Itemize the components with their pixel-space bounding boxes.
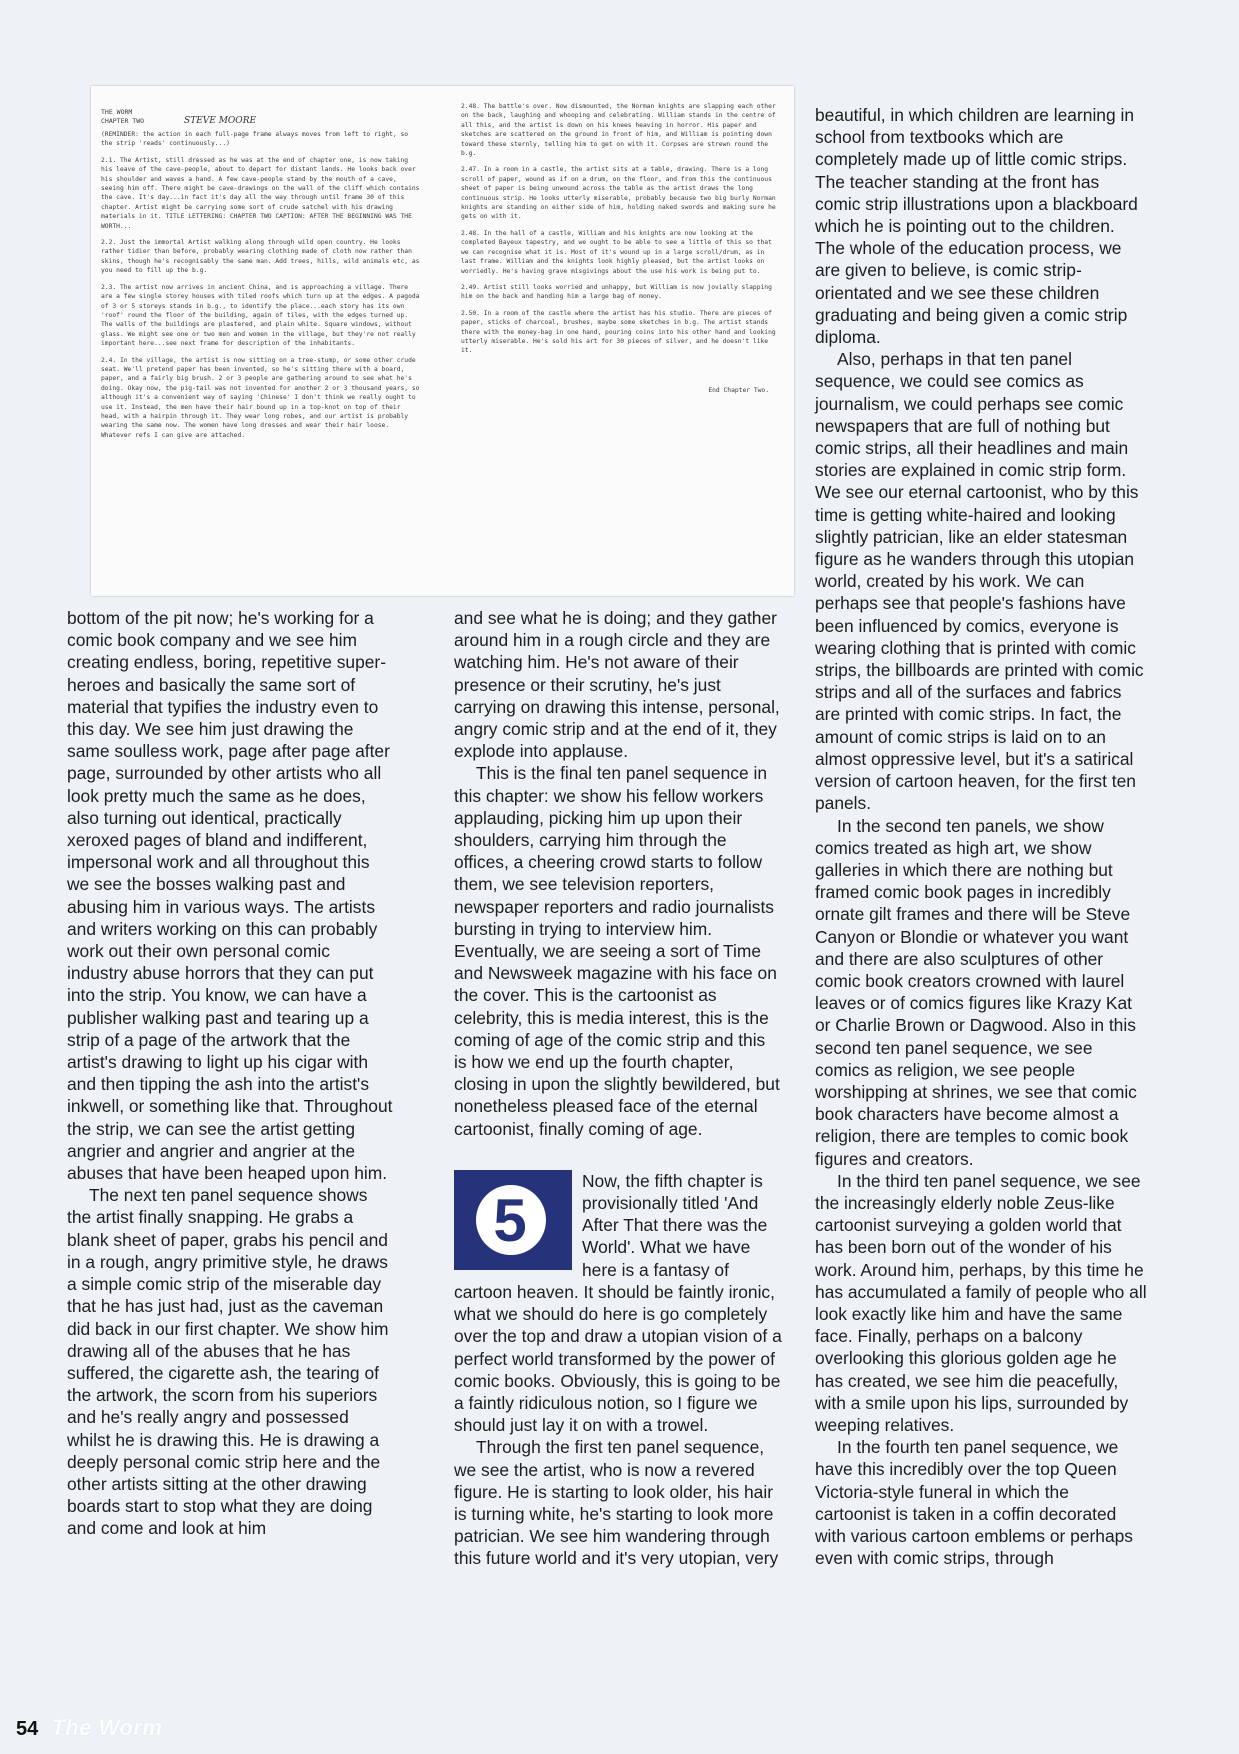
typescript-paragraph: 2.50. In a room of the castle where the artist has his studio. There are pieces of paper, sticks of charcoal, brushes, maybe some sketches in b.g. The artist stands there with the money-bag in one hand, pouring coins into his other hand and looking utterly miserable. He's sold his art for 30 pieces of silver, and he doesn't like it.	[461, 309, 776, 355]
typescript-paragraph: 2.3. The artist now arrives in ancient China, and is approaching a village. There are a few single storey houses with tiled roofs which turn up at the edges. A pagoda of 3 or 5 storeys stands in b.g., to identify the place...each story has its own 'roof' round the floor of the building, again of tiles, with the edges turned up. The walls of the buildings are plastered, and plain white. Square windows, without glass. We might see one or two men and women in the village, but they're not really important here...see next frame for description of the inhabitants.	[101, 283, 420, 348]
typescript-paragraph: 2.1. The Artist, still dressed as he was at the end of chapter one, is now taking his leave of the cave-people, about to depart for distant lands. He looks back over his shoulder and waves a hand. A few cave-people stand by the mouth of a cave, seeing him off. There might be cave-drawings on the wall of the cliff which contains the cave. It's day...in fact it's day all the way through until frame 30 of this chapter. Artist might be carrying some sort of crude satchel with his drawing materials in it. TITLE LETTERING: CHAPTER TWO CAPTION: AFTER THE BEGINNING WAS THE WORTH...	[101, 156, 420, 230]
author-signature: STEVE MOORE	[184, 116, 257, 126]
page-footer	[16, 1715, 163, 1745]
typescript-right-column	[461, 102, 783, 395]
typescript-paragraph: 2.49. Artist still looks worried and unhappy, but William is now jovially slapping him on the back and handing him a large bag of money.	[461, 283, 772, 301]
article-paragraph: Now, the fifth chapter is provisionally titled 'And After That there was the World'. What we have here is a fantasy of cartoon heaven. It should be faintly ironic, what we should do here is go completely over the top and draw a utopian vision of a perfect world transformed by the power of comic books. Obviously, this is going to be a faintly ridiculous notion, so I figure we should just lay it on with a trowel.	[454, 1170, 782, 1436]
typescript-paragraph: 2.48. The battle's over. Now dismounted, the Norman knights are slapping each other on the back, laughing and whooping and celebrating. William stands in the centre of all this, and the artist is down on his knees heaving in horror. His paper and sketches are scattered on the ground in front of him, and William is pointing down toward these sternly, telling him to get on with it. Corpses are strewn round the b.g.	[461, 103, 776, 158]
article-paragraph: Also, perhaps in that ten panel sequence, we could see comics as journalism, we could perhaps see comic newspapers that are full of nothing but comic strips, all their headlines and main stories are explained in comic strip form. We see our eternal cartoonist, who by this time is getting white-haired and looking slightly patrician, like an elder statesman figure as he wanders through this utopian world, created by his work. We can perhaps see that people's fashions have been influenced by comics, everyone is wearing clothing that is printed with comic strips, the billboards are printed with comic strips and all of the surfaces and fabrics are printed with comic strips. In fact, the amount of comic strips is laid on to an almost oppressive level, but it's a satirical version of cartoon heaven, for the first ten panels.	[815, 349, 1144, 814]
typescript-header: THE WORM CHAPTER TWO STEVE MOORE	[101, 108, 257, 126]
article-paragraph: In the second ten panels, we show comics treated as high art, we show galleries in which there are nothing but framed comic book pages in incredibly ornate gilt frames and there will be Steve Canyon or Blondie or whatever you want and there are also sculptures of other comic book creators crowned with laurel leaves or of comics figures like Krazy Kat or Charlie Brown or Dagwood. Also in this second ten panel sequence, we see comics as religion, we see people worshipping at shrines, we see that comic book characters have become almost a religion, there are temples to comic book figures and creators.	[815, 815, 1137, 1169]
article-paragraph: bottom of the pit now; he's working for a comic book company and we see him creating endless, boring, repetitive super-heroes and basically the same sort of material that typifies the industry even to this day. We see him just drawing the same soulless work, page after page after page, surrounded by other artists who all look pretty much the same as he does, also turning out identical, practically xeroxed pages of bland and indifferent, impersonal work and all throughout this we see the bosses walking past and abusing him in various ways. The artists and writers working on this can probably work out their own personal comic industry abuse horrors that they can put into the strip. You know, we can have a publisher walking past and tearing up a strip of a page of the artwork that the artist's drawing to light up his cigar with and then tipping the ash into the artist's inkwell, or something like that. Throughout the strip, we can see the artist getting angrier and angrier and angrier at the abuses that have been heaped upon him.	[67, 608, 393, 1184]
badge-number: 5	[493, 1186, 527, 1254]
typescript-paragraph: 2.48. In the hall of a castle, William and his knights are now looking at the completed Bayeux tapestry, and we ought to be able to see a little of this so that we can recognise what it is. Most of it's wound up in a large scroll/drum, as in last frame. William and the knights look highly pleased, but the artist looks on worriedly. He's having grave misgivings about the use his work is being put to.	[461, 229, 772, 275]
page-number: 54	[16, 1718, 39, 1740]
chapter-five-badge	[454, 1170, 572, 1270]
article-paragraph: In the fourth ten panel sequence, we have this incredibly over the top Queen Victoria-style funeral in which the cartoonist is taken in a coffin decorated with various cartoon emblems or perhaps even with comic strips, through	[815, 1437, 1134, 1569]
magazine-title: The Worm	[51, 1715, 163, 1740]
article-paragraph: In the third ten panel sequence, we see the increasingly elderly noble Zeus-like cartoonist surveying a golden world that has been born out of the wonder of his work. Around him, perhaps, by this time he has accumulated a family of people who all look exactly like him and have the same face. Finally, perhaps on a balcony overlooking this glorious golden age he has created, we see him die peacefully, with a smile upon his lips, surrounded by weeping relatives.	[815, 1170, 1147, 1435]
article-column-3	[815, 104, 1147, 1569]
typescript-paragraph: (REMINDER: the action in each full-page frame always moves from left to right, so the strip 'reads' continuously...)	[101, 131, 409, 148]
article-column-2	[454, 607, 782, 1570]
typescript-left-column	[101, 108, 423, 447]
end-chapter-note: End Chapter Two.	[708, 386, 769, 394]
article-paragraph: Through the first ten panel sequence, we see the artist, who is now a revered figure. He is starting to look older, his hair is turning white, he's starting to look more patrician. We see him wandering through this future world and it's very utopian, very	[454, 1437, 779, 1569]
typescript-paragraph: 2.2. Just the immortal Artist walking along through wild open country. He looks rather tidier than before, probably wearing clothing made of cloth now rather than skins, though he's recognisably the same man. Add trees, hills, wild animals etc, as you need to fill up the b.g.	[101, 239, 420, 275]
article-paragraph: and see what he is doing; and they gather around him in a rough circle and they are watching him. He's not aware of their presence or their scrutiny, he's just carrying on drawing this intense, personal, angry comic strip and at the end of it, they explode into applause.	[454, 608, 780, 762]
typescript-paragraph: 2.47. In a room in a castle, the artist sits at a table, drawing. There is a long scroll of paper, wound as if on a drum, on the floor, and from this the continuous sheet of paper is being unwound across the table as the artist draws the long continuous strip. He looks utterly miserable, probably because two big burly Norman knights are standing on either side of him, holding naked swords and making sure he gets on with it.	[461, 166, 776, 221]
article-paragraph: The next ten panel sequence shows the artist finally snapping. He grabs a blank sheet of paper, grabs his pencil and in a rough, angry primitive style, he draws a simple comic strip of the miserable day that he has just had, just as the caveman did back in our first chapter. We show him drawing all of the abuses that he has suffered, the cigarette ash, the tearing of the artwork, the scorn from his superiors and he's really angry and possessed whilst he is drawing this. He is drawing a deeply personal comic strip here and the other artists sitting at the other drawing boards start to stop what they are doing and come and look at him	[67, 1185, 389, 1539]
article-paragraph: This is the final ten panel sequence in this chapter: we show his fellow workers applauding, picking him up upon their shoulders, carrying him through the offices, a cheering crowd starts to follow them, we see television reporters, newspaper reporters and radio journalists bursting in trying to interview him. Eventually, we are seeing a sort of Time and Newsweek magazine with his face on the cover. This is the cartoonist as celebrity, this is media interest, this is the coming of age of the comic strip and this is how we end up the fourth chapter, closing in upon the slightly bewildered, but nonetheless pleased face of the eternal cartoonist, finally coming of age.	[454, 763, 780, 1139]
typescript-page-image	[91, 86, 794, 596]
article-paragraph: beautiful, in which children are learning in school from textbooks which are completely made up of little comic strips. The teacher standing at the front has comic strip illustrations upon a blackboard which he is pointing out to the children. The whole of the education process, we are given to believe, is comic strip-orientated and we see these children graduating and being given a comic strip diploma.	[815, 105, 1138, 348]
typescript-paragraph: 2.4. In the village, the artist is now sitting on a tree-stump, or some other crude seat. We'll pretend paper has been invented, so he's sitting there with a board, paper, and a fairly big brush. 2 or 3 people are gathering around to see what he's doing. Okay now, the pig-tail was not invented for another 2 or 3 thousand years, so although it's a convenient way of saying 'Chinese' I don't think we really ought to use it. Instead, the men have their hair bound up in a top-knot on top of their head, with a hairpin through it. They wear long robes, and our artist is probably wearing the same now. The women have long dresses and wear their hair loose. Whatever refs I can give are attached.	[101, 356, 420, 439]
article-column-1	[67, 607, 395, 1540]
